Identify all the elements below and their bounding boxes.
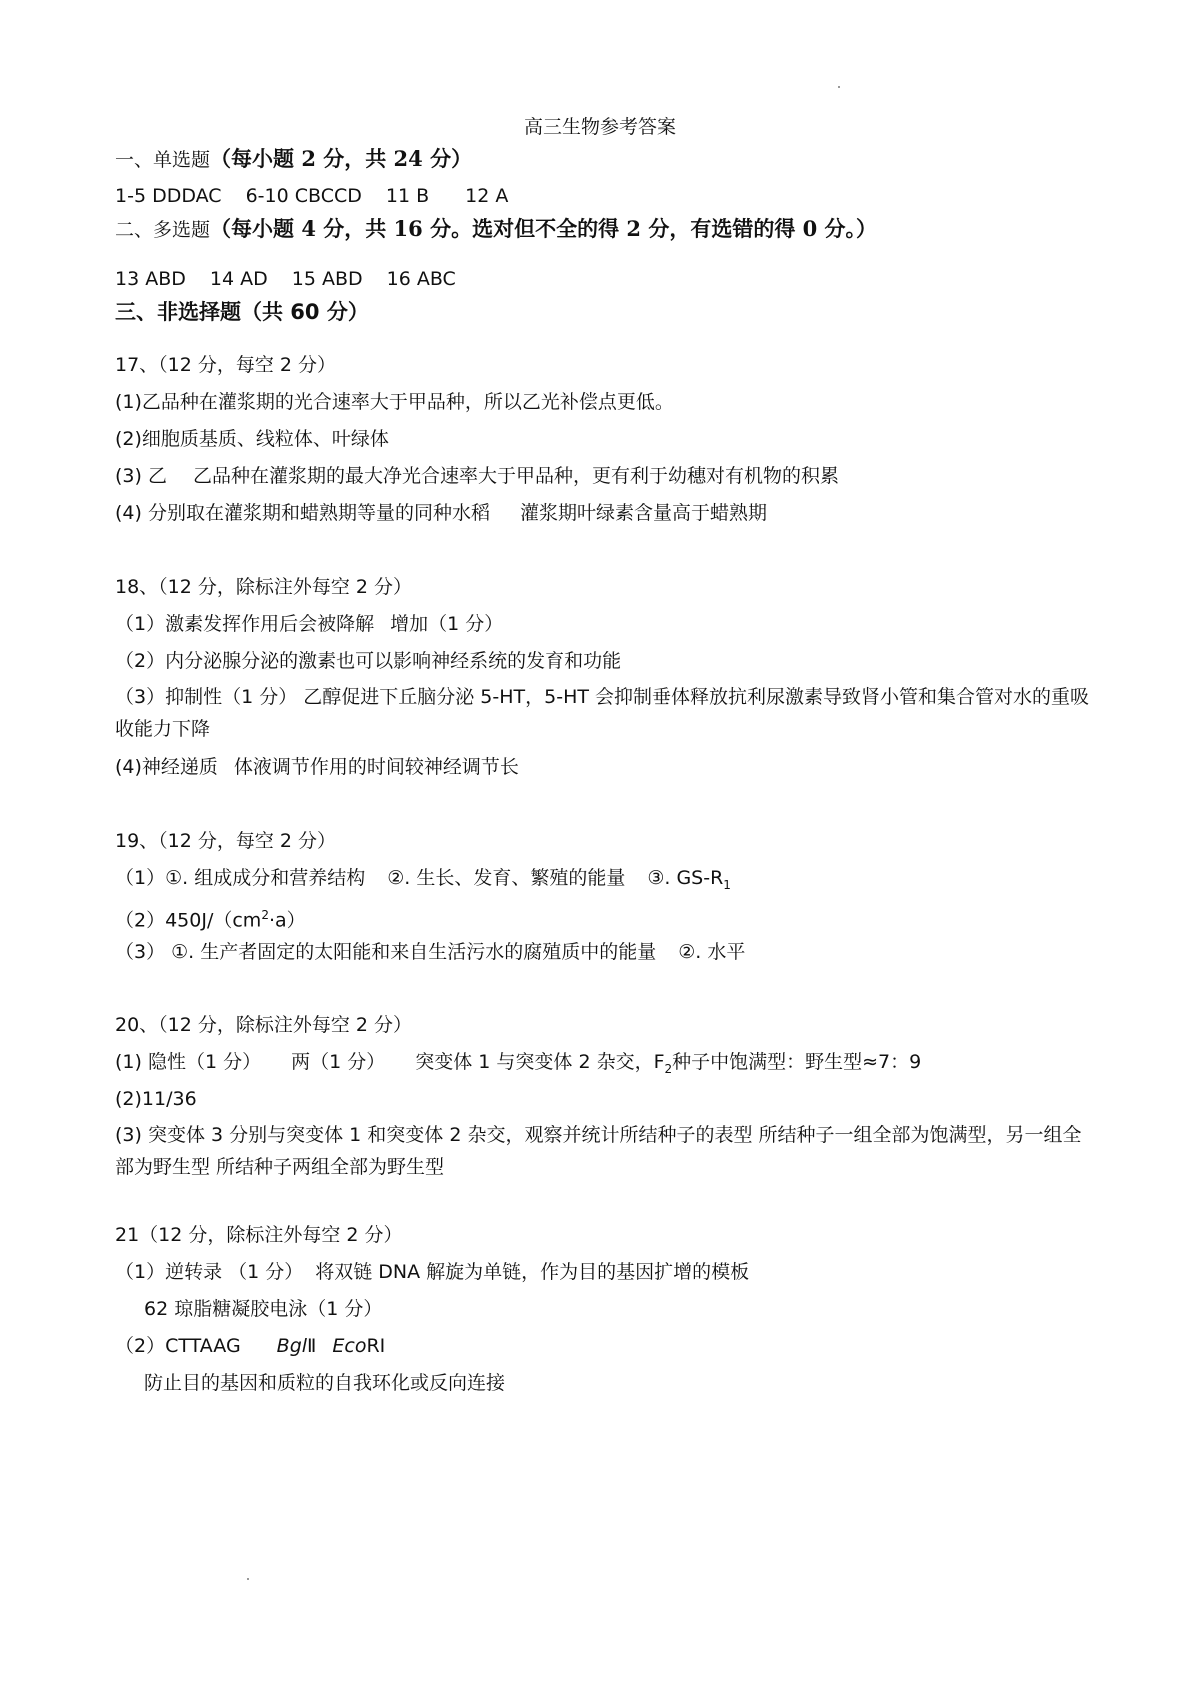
q17-heading: 17、（12 分，每空 2 分） (115, 354, 337, 376)
scan-speck (838, 86, 840, 88)
scan-speck (247, 1578, 249, 1580)
q20-answer-1: (1) 隐性（1 分） 两（1 分） 突变体 1 与突变体 2 杂交，$F_2$种子中饱满型：野生型≈7：9 (115, 1051, 922, 1076)
q18-heading: 18、（12 分，除标注外每空 2 分） (115, 576, 413, 598)
part2-heading: 二、多选题（每小题 4 分，共 16 分。选对但不全的得 2 分，有选错的得 0 分。） (115, 216, 878, 241)
q21-answer-1: （1）逆转录 （1 分） 将双链 DNA 解旋为单链，作为目的基因扩增的模板 (115, 1261, 750, 1283)
q19-answer-3: （3） ①. 生产者固定的太阳能和来自生活污水的腐殖质中的能量 ②. 水平 (115, 941, 746, 963)
q17-answer-1: (1)乙品种在灌浆期的光合速率大于甲品种，所以乙光补偿点更低。 (115, 391, 674, 413)
q19-heading: 19、（12 分，每空 2 分） (115, 830, 337, 852)
q20-heading: 20、（12 分，除标注外每空 2 分） (115, 1014, 413, 1036)
q21-heading: 21（12 分，除标注外每空 2 分） (115, 1224, 403, 1246)
q19-answer-1: （1）①. 组成成分和营养结构 ②. 生长、发育、繁殖的能量 ③. $GS-R_1$ (115, 867, 731, 892)
part1-answers: 1-5 DDDAC 6-10 CBCCD 11 B 12 A (115, 185, 509, 207)
q17-answer-2: (2)细胞质基质、线粒体、叶绿体 (115, 428, 389, 450)
q20-answer-2: (2)11/36 (115, 1088, 197, 1110)
q18-answer-1: （1）激素发挥作用后会被降解 增加（1 分） (115, 613, 504, 635)
q21-answer-2-cont: 防止目的基因和质粒的自我环化或反向连接 (144, 1372, 506, 1394)
part3-heading: 三、非选择题（共 60 分） (115, 300, 369, 324)
q19-answer-2: $(2)450J/(cm^2\cdot a)$ (115, 908, 306, 932)
q18-answer-2: （2）内分泌腺分泌的激素也可以影响神经系统的发育和功能 (115, 650, 622, 672)
q18-answer-4: (4)神经递质 体液调节作用的时间较神经调节长 (115, 756, 519, 778)
q21-answer-2: （2）CTTAAG BglⅡ EcoRⅠ (115, 1335, 386, 1357)
q17-answer-3: (3) 乙 乙品种在灌浆期的最大净光合速率大于甲品种，更有利于幼穗对有机物的积累 (115, 465, 839, 487)
page-title: 高三生物参考答案 (523, 116, 676, 138)
q18-answer-3: （3）抑制性（1 分） 乙醇促进下丘脑分泌 5-HT，5-HT 会抑制垂体释放抗利尿激素导致肾小管和集合管对水的重吸收能力下降 (115, 686, 1090, 740)
q21-answer-1-cont: 62 琼脂糖凝胶电泳（1 分） (144, 1298, 383, 1320)
q17-answer-4: (4) 分别取在灌浆期和蜡熟期等量的同种水稻 灌浆期叶绿素含量高于蜡熟期 (115, 502, 767, 524)
q20-answer-3: (3) 突变体 3 分别与突变体 1 和突变体 2 杂交，观察并统计所结种子的表型 所结种子一组全部为饱满型，另一组全部为野生型 所结种子两组全部为野生型 (115, 1124, 1082, 1178)
part1-heading: 一、单选题（每小题 2 分，共 24 分） (115, 146, 473, 171)
part2-answers: 13 ABD 14 AD 15 ABD 16 ABC (115, 268, 456, 290)
